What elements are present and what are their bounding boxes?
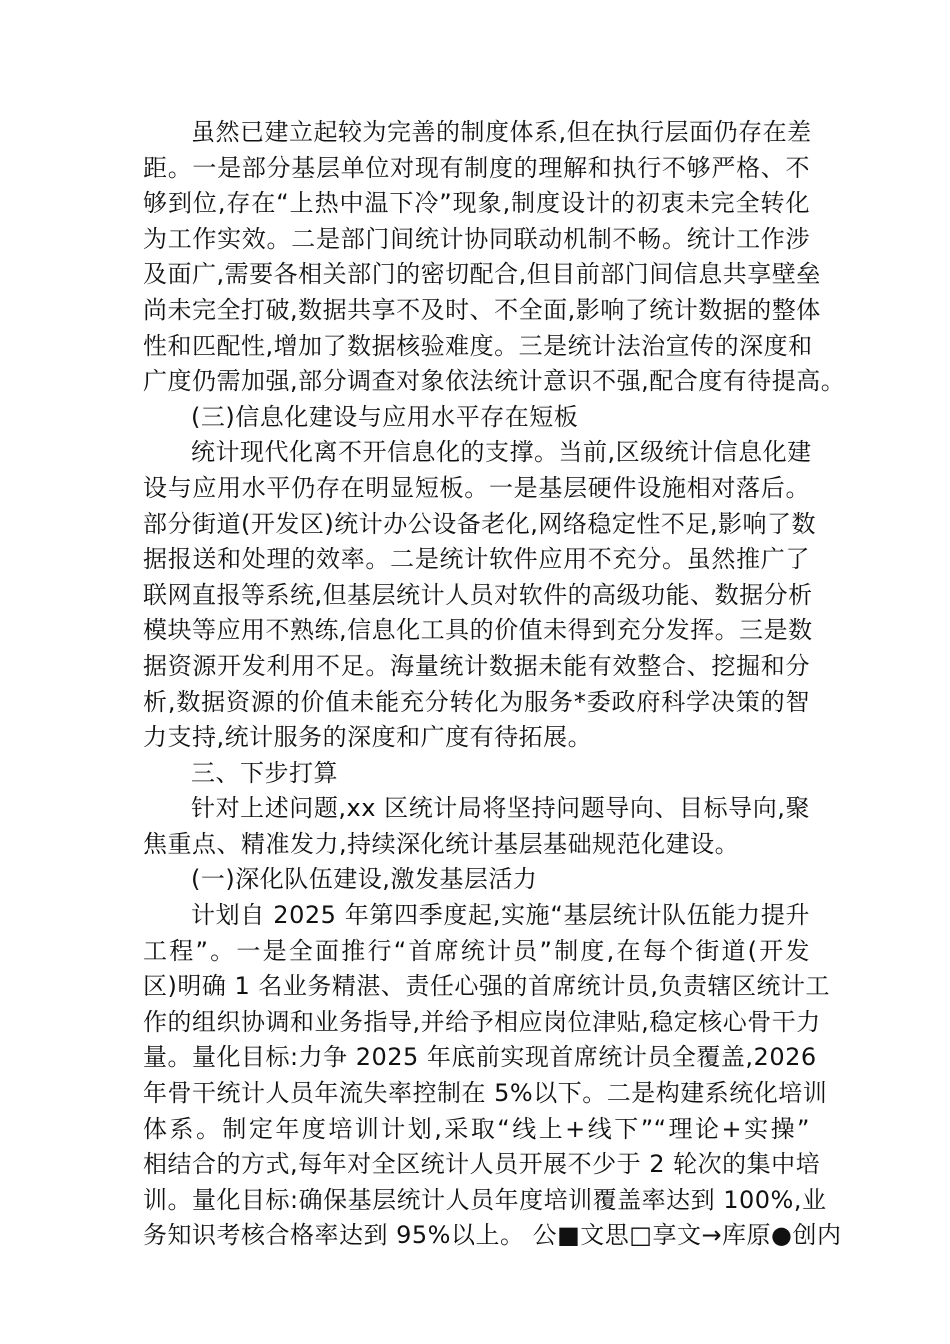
text-line: 三、下步打算 <box>191 758 338 787</box>
text-line: 年骨干统计人员年流失率控制在 5%以下。二是构建系统化培训 <box>143 1079 828 1108</box>
text-line: 够到位,存在“上热中温下冷”现象,制度设计的初衷未完全转化 <box>143 189 810 218</box>
text-line: 训。量化目标:确保基层统计人员年度培训覆盖率达到 100%,业 <box>143 1185 827 1214</box>
text-line: 联网直报等系统,但基层统计人员对软件的高级功能、数据分析 <box>143 580 813 609</box>
text-line: 区)明确 1 名业务精湛、责任心强的首席统计员,负责辖区统计工 <box>143 972 831 1001</box>
text-line: 量。量化目标:力争 2025 年底前实现首席统计员全覆盖,2026 <box>143 1043 817 1072</box>
document-page <box>143 115 846 1254</box>
text-line: 据资源开发利用不足。海量统计数据未能有效整合、挖掘和分 <box>143 651 810 680</box>
text-line: 为工作实效。二是部门间统计协同联动机制不畅。统计工作涉 <box>143 224 810 253</box>
text-line: 据报送和处理的效率。二是统计软件应用不充分。虽然推广了 <box>143 545 810 574</box>
text-line: (三)信息化建设与应用水平存在短板 <box>191 402 579 431</box>
text-line: 广度仍需加强,部分调查对象依法统计意识不强,配合度有待提高。 <box>143 367 846 396</box>
text-line: 针对上述问题,xx 区统计局将坚持问题导向、目标导向,聚 <box>191 794 810 823</box>
text-line: 焦重点、精准发力,持续深化统计基层基础规范化建设。 <box>143 829 740 858</box>
text-line: 部分街道(开发区)统计办公设备老化,网络稳定性不足,影响了数 <box>143 509 816 538</box>
text-line: 设与应用水平仍存在明显短板。一是基层硬件设施相对落后。 <box>143 473 810 502</box>
text-line: 计划自 2025 年第四季度起,实施“基层统计队伍能力提升 <box>191 901 810 930</box>
text-line: 及面广,需要各相关部门的密切配合,但目前部门间信息共享壁垒 <box>143 260 821 289</box>
text-line: (一)深化队伍建设,激发基层活力 <box>191 865 538 894</box>
text-line: 模块等应用不熟练,信息化工具的价值未得到充分发挥。三是数 <box>143 616 813 645</box>
text-line: 工程”。一是全面推行“首席统计员”制度,在每个街道(开发 <box>143 936 810 965</box>
text-line: 力支持,统计服务的深度和广度有待拓展。 <box>143 723 593 752</box>
text-line: 务知识考核合格率达到 95%以上。 公■文思□享文→库原●创内 <box>143 1221 842 1250</box>
text-line: 性和匹配性,增加了数据核验难度。三是统计法治宣传的深度和 <box>143 331 813 360</box>
text-line: 统计现代化离不开信息化的支撑。当前,区级统计信息化建 <box>191 438 812 467</box>
text-line: 析,数据资源的价值未能充分转化为服务*委政府科学决策的智 <box>143 687 810 716</box>
text-line: 尚未完全打破,数据共享不及时、不全面,影响了统计数据的整体 <box>143 295 821 324</box>
text-line: 体系。制定年度培训计划,采取“线上+线下”“理论+实操” <box>143 1114 810 1143</box>
text-line: 虽然已建立起较为完善的制度体系,但在执行层面仍存在差 <box>191 118 812 146</box>
text-line: 距。一是部分基层单位对现有制度的理解和执行不够严格、不 <box>143 153 810 182</box>
text-line: 相结合的方式,每年对全区统计人员开展不少于 2 轮次的集中培 <box>143 1150 821 1179</box>
text-line: 作的组织协调和业务指导,并给予相应岗位津贴,稳定核心骨干力 <box>143 1007 821 1036</box>
